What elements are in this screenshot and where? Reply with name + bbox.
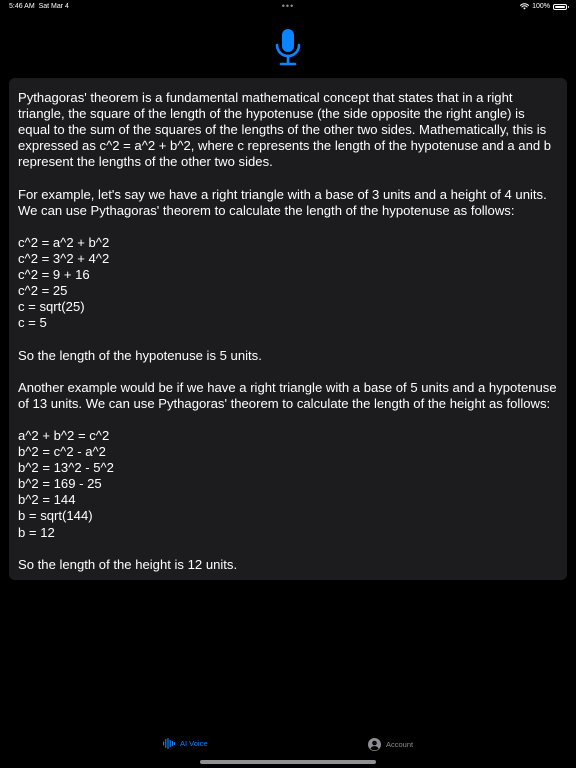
multitasking-dots-icon[interactable]: •••	[281, 1, 295, 11]
waveform-icon	[163, 738, 175, 749]
wifi-icon	[520, 3, 529, 10]
response-text: Pythagoras' theorem is a fundamental mathematical concept that states that in a right triangle, the square of the length of the hypotenuse (the side opposite the right angle) is equal to the sum of the squares of the lengths of the other two sides. Mathematically, this is expressed as c^2 = a^2 + b^2, where c represents the length of the hypotenuse and a and b represent the lengths of the other two sides. For example, let's say we have a right triangle with a base of 3 units and a height of 4 units. We can use Pythagoras' theorem to calculate the length of the hypotenuse as follows: c^2 = a^2 + b^2 c^2 = 3^2 + 4^2 c^2 = 9 + 16 c^2 = 25 c = sqrt(25) c = 5 So the length of the hypotenuse is 5 units. Another example would be if we have a right triangle with a base of 5 units and a hypotenuse of 13 units. We can use Pythagoras' theorem to calculate the length of the height as follows: a^2 + b^2 = c^2 b^2 = c^2 - a^2 b^2 = 13^2 - 5^2 b^2 = 169 - 25 b^2 = 144 b = sqrt(144) b = 12 So the length of the height is 12 units.	[18, 90, 557, 572]
status-indicators	[520, 3, 567, 10]
tab-account[interactable]	[368, 738, 413, 751]
battery-percent: 100%	[532, 3, 550, 10]
status-bar	[0, 0, 576, 14]
microphone-button[interactable]	[270, 26, 306, 70]
battery-icon	[553, 4, 567, 10]
tab-ai-voice[interactable]	[163, 738, 208, 749]
status-date: Sat Mar 4	[38, 3, 69, 10]
status-clock: 5:46 AM	[9, 3, 35, 10]
home-indicator[interactable]	[200, 760, 376, 764]
tab-ai-voice-label: AI Voice	[180, 739, 208, 748]
microphone-icon	[275, 28, 301, 68]
tab-account-label: Account	[386, 740, 414, 749]
person-circle-icon	[368, 738, 381, 751]
response-card	[9, 78, 567, 580]
tab-bar	[0, 734, 576, 758]
